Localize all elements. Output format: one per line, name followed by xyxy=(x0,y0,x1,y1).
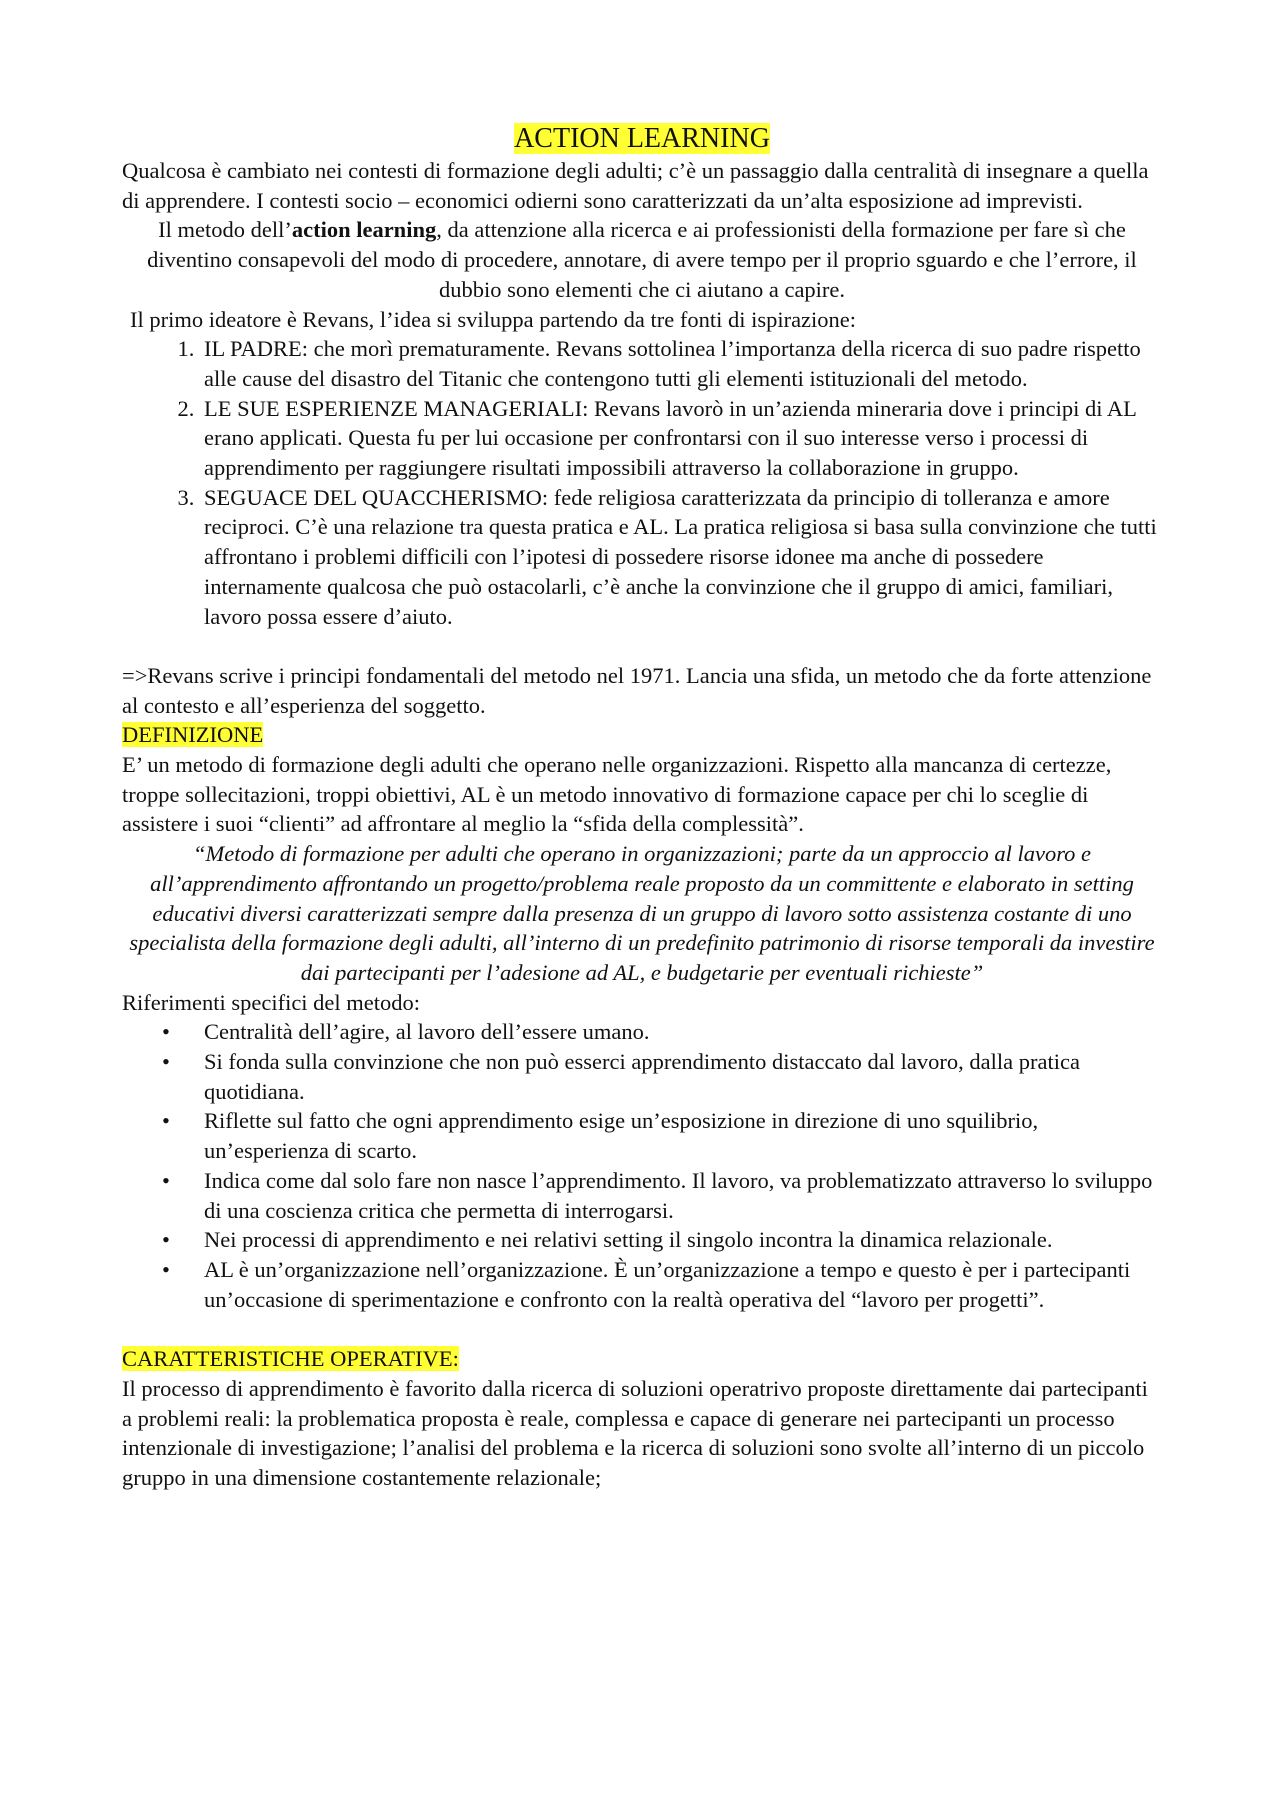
source-item-managerial-experience: 2. LE SUE ESPERIENZE MANAGERIALI: Revans lavorò in un’azienda mineraria dove i principi di AL erano applicati. Questa fu per lui occasione per confrontarsi con il suo interesse verso i processi di apprendimento per raggiungere risultati impossibili attraverso la collaborazione in gruppo. xyxy=(200,394,1162,483)
operative-paragraph: Il processo di apprendimento è favorito dalla ricerca di soluzioni operatrivo proposte direttamente dai partecipanti a problemi reali: la problematica proposta è reale, complessa e capace di generare nei partecipanti un processo intenzionale di investigazione; l’analisi del problema e la ricerca di soluzioni sono svolte all’interno di un piccolo gruppo in una dimensione costantemente relazionale; xyxy=(122,1375,1148,1490)
references-list xyxy=(122,1017,1162,1314)
reference-item: • Nei processi di apprendimento e nei relativi setting il singolo incontra la dinamica relazionale. xyxy=(200,1225,1162,1255)
operative-heading-row xyxy=(122,1344,1162,1374)
sources-intro: Il primo ideatore è Revans, l’idea si sviluppa partendo da tre fonti di ispirazione: xyxy=(130,306,857,332)
reference-item: • Centralità dell’agire, al lavoro dell’essere umano. xyxy=(200,1017,1162,1047)
definition-heading-row xyxy=(122,720,1162,750)
source-item-quakerism: 3. SEGUACE DEL QUACCHERISMO: fede religiosa caratterizzata da principio di tolleranza e amore reciproci. C’è una relazione tra questa pratica e AL. La pratica religiosa si basa sulla convinzione che tutti affrontano i problemi difficili con l’ipotesi di possedere risorse idonee ma anche di possedere internamente qualcosa che può ostacolarli, c’è anche la convinzione che il gruppo di amici, familiari, lavoro possa essere d’aiuto. xyxy=(200,483,1162,632)
definition-paragraph: E’ un metodo di formazione degli adulti che operano nelle organizzazioni. Rispetto alla mancanza di certezze, troppe sollecitazioni, troppi obiettivi, AL è un metodo innovativo di formazione capace per chi lo sceglie di assistere i suoi “clienti” ad affrontare al meglio la “sfida della complessità”. xyxy=(122,752,1112,837)
intro-paragraph: Qualcosa è cambiato nei contesti di formazione degli adulti; c’è un passaggio dalla centralità di insegnare a quella di apprendere. I contesti socio – economici odierni sono caratterizzati da un’alta esposizione ad imprevisti. xyxy=(122,158,1149,213)
method-text-start: Il metodo dell’ xyxy=(158,217,292,243)
reference-item: • Indica come dal solo fare non nasce l’apprendimento. Il lavoro, va problematizzato attraverso lo sviluppo di una coscienza critica che permetta di interrogarsi. xyxy=(200,1166,1162,1225)
sources-list xyxy=(122,334,1162,631)
method-paragraph xyxy=(122,215,1162,304)
document-page xyxy=(122,122,1162,1493)
paragraph-spacer xyxy=(122,631,1162,661)
source-item-father: 1. IL PADRE: che morì prematuramente. Revans sottolinea l’importanza della ricerca di suo padre rispetto alle cause del disastro del Titanic che contengono tutti gli elementi istituzionali del metodo. xyxy=(200,334,1162,393)
document-title-row xyxy=(122,122,1162,156)
operative-heading: CARATTERISTICHE OPERATIVE: xyxy=(122,1346,459,1372)
definition-quote: “Metodo di formazione per adulti che operano in organizzazioni; parte da un approccio al lavoro e all’apprendimento affrontando un progetto/problema reale proposto da un committente e elaborato in setting educativi diversi caratterizzati sempre dalla presenza di un gruppo di lavoro sotto assistenza costante di uno specialista della formazione degli adulti, all’interno di un predefinito patrimonio di risorse temporali da investire dai partecipanti per l’adesione ad AL, e budgetarie per eventuali richieste” xyxy=(129,841,1155,985)
reference-item: • Riflette sul fatto che ogni apprendimento esige un’esposizione in direzione di uno squilibrio, un’esperienza di scarto. xyxy=(200,1106,1162,1165)
definition-heading: DEFINIZIONE xyxy=(122,722,264,748)
revans-note: =>Revans scrive i principi fondamentali del metodo nel 1971. Lancia una sfida, un metodo che da forte attenzione al contesto e all’esperienza del soggetto. xyxy=(122,662,1152,718)
references-intro: Riferimenti specifici del metodo: xyxy=(122,989,421,1015)
reference-item: • Si fonda sulla convinzione che non può esserci apprendimento distaccato dal lavoro, dalla pratica quotidiana. xyxy=(200,1047,1162,1106)
method-text-end: , da attenzione alla ricerca e ai professionisti della formazione per fare sì che diventino consapevoli del modo di procedere, annotare, di avere tempo per il proprio sguardo e che l’errore, il dubbio sono elementi che ci aiutano a capire. xyxy=(147,217,1137,302)
action-learning-term: action learning xyxy=(291,217,437,243)
document-title: ACTION LEARNING xyxy=(514,123,770,154)
paragraph-spacer xyxy=(122,1314,1162,1344)
reference-item: • AL è un’organizzazione nell’organizzazione. È un’organizzazione a tempo e questo è per i partecipanti un’occasione di sperimentazione e confronto con la realtà operativa del “lavoro per progetti”. xyxy=(200,1255,1162,1314)
